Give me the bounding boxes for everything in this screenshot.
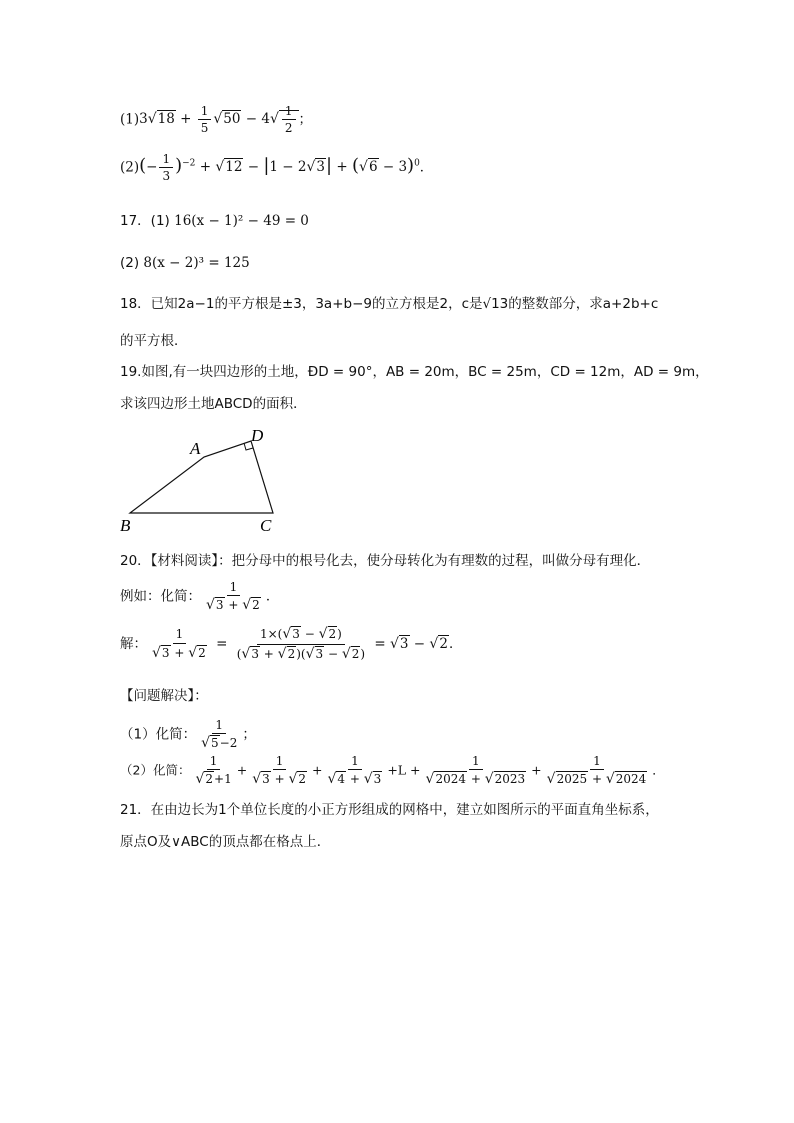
q17-equation2: 8(x − 2)³ = 125	[143, 255, 250, 271]
q18-line1: 18．已知2a−1的平方根是±3，3a+b−9的立方根是2，c是√13的整数部分，求a+2b+c	[120, 296, 659, 312]
q17-equation1: 16(x − 1)² − 49 = 0	[174, 213, 309, 229]
vertex-label-a: A	[190, 439, 201, 458]
q19-line1: 19.如图,有一块四边形的土地，ÐD = 90°，AB = 20m，BC = 25m，CD = 12m，AD = 9m，	[120, 364, 709, 380]
q16-p1-end: ；	[298, 111, 313, 128]
math-expr: 3√18 + $\frac{1}{5}$ √50 − 4√ $\frac{1}{2}$	[139, 111, 298, 127]
q21-line2: 原点O及∨ABC的顶点都在格点上．	[120, 834, 331, 850]
vertex-label-b: B	[120, 516, 131, 535]
q16-p2-end: ．	[419, 159, 434, 176]
q20-solution: 解： $\frac{1}{√3 + √2}$ = $\frac{1\times(√3 - √2)}{(√3 + √2)(√3 - √2)}$ = √3 − √2．	[120, 626, 463, 662]
q16-p1-label: (1)	[120, 111, 140, 128]
q20-problem-heading: 【问题解决】：	[120, 688, 208, 704]
q20-part2: （2）化简： $\frac{1}{√2+1}$ + $\frac{1}{√3 + √2}$ + $\frac{1}{√4 + √3}$ +L + $\frac{1}{√2024 + √2023}$ + $\frac{1}{√2025 + √2024}$ ．	[120, 754, 665, 788]
q20-solution-label: 解：	[120, 635, 147, 652]
math-expr: (− $\frac{1}{3}$ )$^{-2} + √12 - |1 - 2√3| + (√6 - 3)^0$	[139, 152, 420, 184]
q20-example-label: 例如：化简：	[120, 588, 201, 605]
q17-p2-label: (2)	[120, 255, 140, 271]
q18-line2: 的平方根．	[120, 333, 188, 349]
example-fraction: $\frac{1}{√3 + √2}$	[206, 580, 260, 614]
q20-example: 例如：化简： $\frac{1}{√3 + √2}$ ．	[120, 580, 280, 614]
q19-line2: 求该四边形土地ABCD的面积．	[120, 396, 307, 412]
q20-part1: （1）化简： $\frac{1}{√5-2}$ ；	[120, 718, 256, 752]
q20-p2-label: （2）化简：	[120, 762, 191, 778]
q20-p1-label: （1）化简：	[120, 726, 197, 743]
quadrilateral-abcd	[130, 441, 273, 513]
vertex-label-c: C	[260, 516, 272, 535]
q21-line1: 21．在由边长为1个单位长度的小正方形组成的网格中，建立如图所示的平面直角坐标系，	[120, 802, 659, 818]
q20-intro: 20．【材料阅读】：把分母中的根号化去，使分母转化为有理数的过程，叫做分母有理化．	[120, 553, 651, 569]
q17-label: 17．(1)	[120, 213, 170, 229]
vertex-label-d: D	[251, 426, 264, 445]
q16-p2-label: (2)	[120, 159, 140, 176]
